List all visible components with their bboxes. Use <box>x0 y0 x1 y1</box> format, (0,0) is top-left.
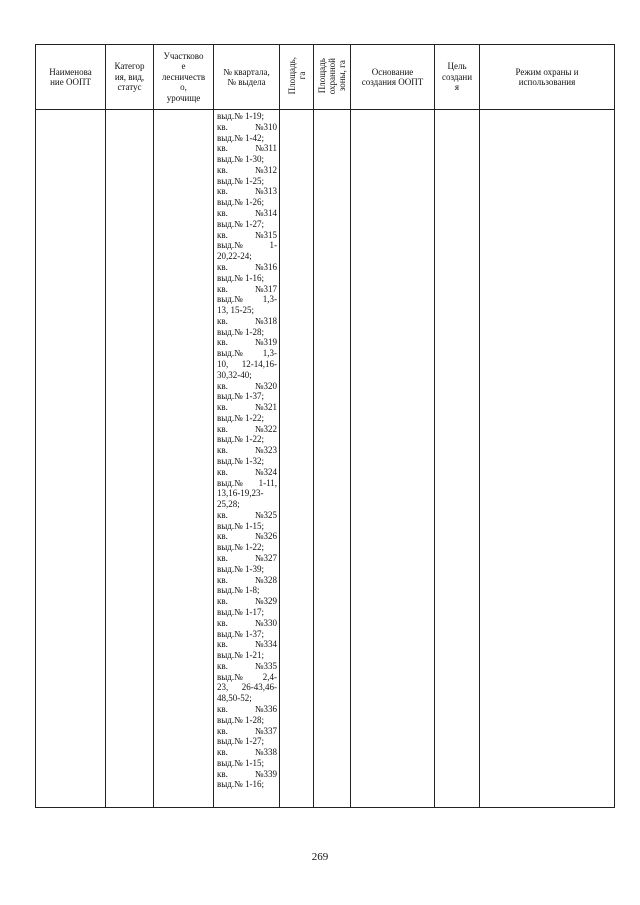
quarter-line <box>217 478 277 489</box>
quarter-line <box>217 682 277 693</box>
quarter-line <box>217 542 277 553</box>
quarter-line-part: кв. <box>217 402 228 413</box>
quarter-line-part: выд.№ 1-8; <box>217 585 260 596</box>
quarter-line-part: 13,16-19,23- <box>217 488 264 499</box>
header-cell-area <box>280 45 314 110</box>
quarter-line <box>217 488 277 499</box>
quarter-line-part: №320 <box>254 380 277 391</box>
quarter-line-part: выд.№ 1-27; <box>217 218 264 229</box>
quarter-line <box>217 510 277 521</box>
quarter-line-part: кв. <box>217 261 228 272</box>
quarter-line-part: выд.№ 1-39; <box>217 563 264 574</box>
quarter-line <box>217 348 277 359</box>
quarter-list <box>217 111 277 790</box>
header-cell-regime <box>480 45 615 110</box>
quarter-line-part: выд.№ 1-21; <box>217 650 264 661</box>
cell-quarter-list <box>214 110 280 808</box>
quarter-line <box>217 629 277 640</box>
quarter-line <box>217 316 277 327</box>
quarter-line-part: №337 <box>254 725 277 736</box>
quarter-line-part: кв. <box>217 703 228 714</box>
quarter-line-part: выд.№ 1-28; <box>217 326 264 337</box>
quarter-line <box>217 370 277 381</box>
quarter-line-part: №335 <box>254 660 277 671</box>
quarter-line-part: выд.№ <box>217 240 243 251</box>
quarter-line-part: выд.№ 1-37; <box>217 391 264 402</box>
cell-basis <box>351 110 435 808</box>
quarter-line-part: 1-11, <box>258 477 277 488</box>
quarter-line-part: 1- <box>269 240 277 251</box>
quarter-line <box>217 208 277 219</box>
quarter-line-part: №316 <box>254 261 277 272</box>
quarter-line-part: №329 <box>254 596 277 607</box>
quarter-line-part: №317 <box>254 283 277 294</box>
quarter-line-part: выд.№ 1-15; <box>217 757 264 768</box>
header-label: Цель создани я <box>441 61 473 93</box>
quarter-line-part: №334 <box>254 639 277 650</box>
quarter-line <box>217 575 277 586</box>
quarter-line-part: кв. <box>217 574 228 585</box>
quarter-line-part: 10, <box>217 358 229 369</box>
quarter-line <box>217 726 277 737</box>
quarter-line-part: кв. <box>217 639 228 650</box>
header-cell-quarter <box>214 45 280 110</box>
quarter-line-part: выд.№ 1-16; <box>217 779 264 790</box>
quarter-line-part: выд.№ 1-16; <box>217 272 264 283</box>
quarter-line-part: кв. <box>217 725 228 736</box>
quarter-line <box>217 111 277 122</box>
quarter-line <box>217 251 277 262</box>
quarter-line-part: кв. <box>217 617 228 628</box>
quarter-line <box>217 736 277 747</box>
quarter-line <box>217 758 277 769</box>
quarter-line-part: кв. <box>217 164 228 175</box>
quarter-line <box>217 607 277 618</box>
quarter-line-part: №324 <box>254 466 277 477</box>
quarter-line-part: кв. <box>217 660 228 671</box>
quarter-line-part: №314 <box>254 208 277 219</box>
quarter-line <box>217 445 277 456</box>
cell-forestry <box>154 110 214 808</box>
quarter-line-part: выд.№ 1-19; <box>217 111 264 121</box>
header-cell-purpose <box>435 45 480 110</box>
quarter-line-part: №322 <box>254 423 277 434</box>
header-label: Режим охраны и использования <box>515 66 579 87</box>
quarter-line-part: 25,28; <box>217 499 240 510</box>
quarter-line-part: кв. <box>217 596 228 607</box>
quarter-line <box>217 747 277 758</box>
cell-area <box>280 110 314 808</box>
quarter-line <box>217 186 277 197</box>
quarter-line-part: выд.№ <box>217 348 243 359</box>
quarter-line-part: кв. <box>217 121 228 132</box>
quarter-line-part: 13, 15-25; <box>217 305 254 316</box>
quarter-line-part: 48,50-52; <box>217 693 252 704</box>
quarter-line-part: кв. <box>217 509 228 520</box>
quarter-line <box>217 305 277 316</box>
quarter-line-part: 12-14,16- <box>241 358 277 369</box>
quarter-line-part: кв. <box>217 380 228 391</box>
quarter-line <box>217 618 277 629</box>
quarter-line-part: кв. <box>217 229 228 240</box>
quarter-line-part: выд.№ 1-28; <box>217 714 264 725</box>
quarter-line-part: №321 <box>254 402 277 413</box>
quarter-line <box>217 402 277 413</box>
quarter-line <box>217 122 277 133</box>
header-cell-buffer-area <box>314 45 351 110</box>
quarter-line <box>217 596 277 607</box>
quarter-line-part: №315 <box>254 229 277 240</box>
quarter-line <box>217 672 277 683</box>
quarter-line <box>217 650 277 661</box>
quarter-line <box>217 176 277 187</box>
quarter-line-part: №325 <box>254 509 277 520</box>
header-label: Участково е лесничеств о, урочище <box>161 50 206 103</box>
quarter-line-part: №336 <box>254 703 277 714</box>
quarter-line <box>217 585 277 596</box>
table-header-row <box>36 45 615 110</box>
cell-category <box>106 110 154 808</box>
quarter-line-part: №338 <box>254 747 277 758</box>
header-cell-forestry <box>154 45 214 110</box>
quarter-line <box>217 197 277 208</box>
table-row <box>36 110 615 808</box>
quarter-line <box>217 230 277 241</box>
quarter-line <box>217 521 277 532</box>
quarter-line <box>217 133 277 144</box>
cell-regime <box>480 110 615 808</box>
quarter-line-part: выд.№ 1-37; <box>217 628 264 639</box>
quarter-line-part: 26-43,46- <box>241 682 277 693</box>
quarter-line <box>217 273 277 284</box>
quarter-line-part: 1,3- <box>262 294 277 305</box>
page-number: 269 <box>311 851 329 863</box>
quarter-line <box>217 704 277 715</box>
quarter-line-part: кв. <box>217 337 228 348</box>
quarter-line <box>217 639 277 650</box>
header-cell-category <box>106 45 154 110</box>
quarter-line <box>217 294 277 305</box>
quarter-line-part: №330 <box>254 617 277 628</box>
quarter-line-part: кв. <box>217 466 228 477</box>
quarter-line-part: кв. <box>217 143 228 154</box>
quarter-line <box>217 434 277 445</box>
quarter-line-part: №326 <box>254 531 277 542</box>
quarter-line-part: выд.№ 1-22; <box>217 542 264 553</box>
header-label: Площадь, га <box>286 57 307 95</box>
quarter-line <box>217 143 277 154</box>
quarter-line <box>217 391 277 402</box>
quarter-line-part: выд.№ 1-22; <box>217 434 264 445</box>
quarter-line-part: кв. <box>217 531 228 542</box>
quarter-line <box>217 553 277 564</box>
quarter-line <box>217 564 277 575</box>
quarter-line-part: выд.№ 1-26; <box>217 197 264 208</box>
quarter-line-part: выд.№ <box>217 294 243 305</box>
quarter-line <box>217 284 277 295</box>
quarter-line-part: №310 <box>254 121 277 132</box>
header-cell-name <box>36 45 106 110</box>
quarter-line <box>217 337 277 348</box>
quarter-line <box>217 531 277 542</box>
quarter-line <box>217 359 277 370</box>
header-label: Основание создания ООПТ <box>361 66 424 87</box>
quarter-line <box>217 165 277 176</box>
quarter-line <box>217 456 277 467</box>
quarter-line-part: выд.№ 1-27; <box>217 736 264 747</box>
protected-areas-table <box>35 44 615 808</box>
quarter-line-part: выд.№ 1-15; <box>217 520 264 531</box>
quarter-line <box>217 327 277 338</box>
quarter-line-part: №323 <box>254 445 277 456</box>
quarter-line-part: кв. <box>217 768 228 779</box>
quarter-line-part: кв. <box>217 553 228 564</box>
quarter-line-part: выд.№ 1-17; <box>217 606 264 617</box>
header-label: Площадь охранной зоны, га <box>317 57 347 94</box>
quarter-line-part: выд.№ 1-32; <box>217 456 264 466</box>
quarter-line-part: №328 <box>254 574 277 585</box>
quarter-line-part: 2,4- <box>262 671 277 682</box>
quarter-line <box>217 715 277 726</box>
quarter-line-part: выд.№ 1-22; <box>217 412 264 423</box>
quarter-line-part: 1,3- <box>262 348 277 359</box>
quarter-line-part: кв. <box>217 747 228 758</box>
quarter-line <box>217 381 277 392</box>
quarter-line-part: №327 <box>254 553 277 564</box>
quarter-line-part: 23, <box>217 682 229 693</box>
header-label: № квартала, № выдела <box>223 66 270 87</box>
quarter-line-part: №319 <box>254 337 277 348</box>
header-label: Наименова ние ООПТ <box>49 66 92 87</box>
quarter-line-part: 20,22-24; <box>217 251 252 262</box>
quarter-line <box>217 499 277 510</box>
cell-purpose <box>435 110 480 808</box>
quarter-line-part: выд.№ <box>217 671 243 682</box>
quarter-line-part: выд.№ <box>217 477 243 488</box>
quarter-line-part: выд.№ 1-30; <box>217 154 264 165</box>
cell-name <box>36 110 106 808</box>
quarter-line-part: кв. <box>217 445 228 456</box>
quarter-line <box>217 424 277 435</box>
quarter-line-part: выд.№ 1-25; <box>217 175 264 186</box>
quarter-line-part: №339 <box>254 768 277 779</box>
quarter-line <box>217 219 277 230</box>
quarter-line-part: №318 <box>254 315 277 326</box>
quarter-line-part: выд.№ 1-42; <box>217 132 264 143</box>
quarter-line <box>217 413 277 424</box>
quarter-line <box>217 467 277 478</box>
header-cell-basis <box>351 45 435 110</box>
cell-buffer-area <box>314 110 351 808</box>
quarter-line <box>217 262 277 273</box>
quarter-line-part: кв. <box>217 208 228 219</box>
quarter-line-part: кв. <box>217 283 228 294</box>
quarter-line <box>217 154 277 165</box>
quarter-line <box>217 240 277 251</box>
quarter-line-part: 30,32-40; <box>217 369 252 380</box>
quarter-line <box>217 769 277 780</box>
quarter-line <box>217 661 277 672</box>
header-label: Категор ия, вид, статус <box>114 61 145 93</box>
quarter-line-part: №311 <box>255 143 277 154</box>
quarter-line-part: кв. <box>217 186 228 197</box>
quarter-line <box>217 693 277 704</box>
quarter-line-part: кв. <box>217 315 228 326</box>
quarter-line-part: №313 <box>254 186 277 197</box>
quarter-line <box>217 779 277 790</box>
quarter-line-part: №312 <box>254 164 277 175</box>
quarter-line-part: кв. <box>217 423 228 434</box>
